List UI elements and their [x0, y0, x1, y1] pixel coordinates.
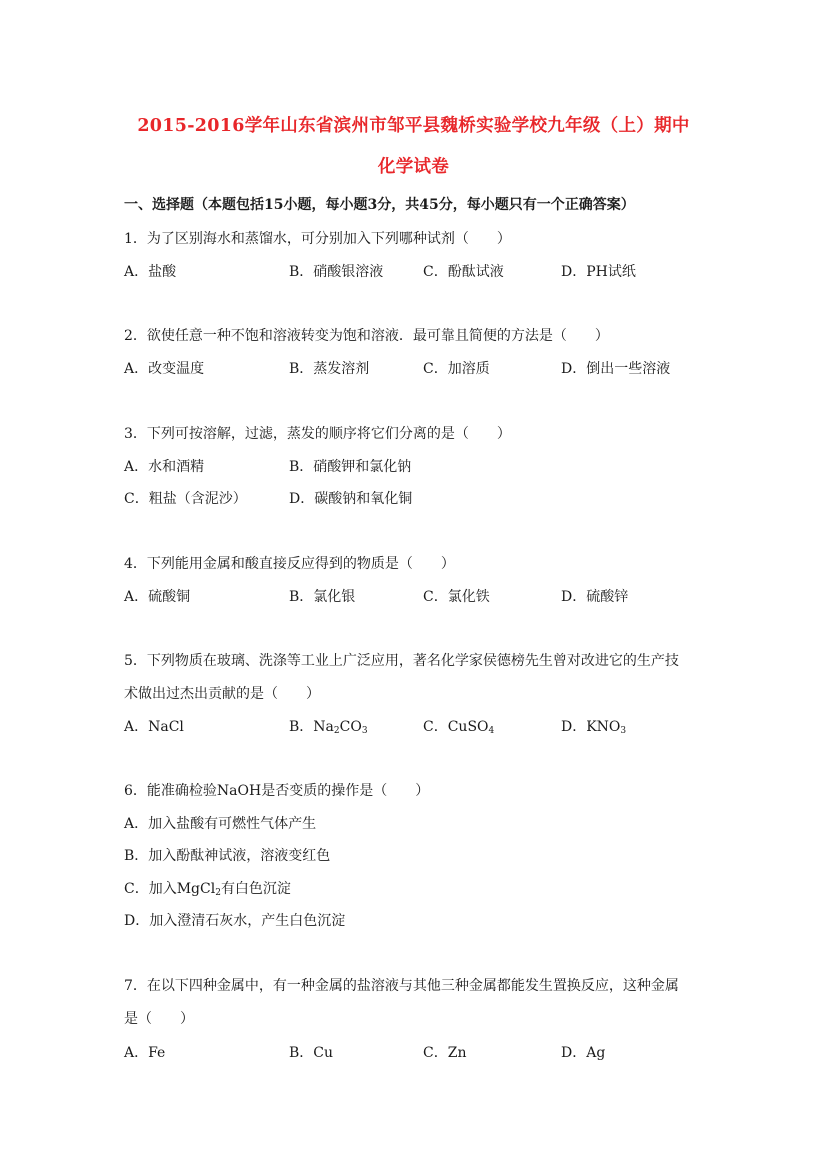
q6-option-d: D．加入澄清石灰水，产生白色沉淀 — [124, 913, 346, 929]
q1-option-a: A．盐酸 — [124, 264, 177, 280]
q7-option-b: B．Cu — [289, 1045, 334, 1061]
q2-option-d: D．倒出一些溶液 — [561, 361, 671, 377]
q1-option-b: B．硝酸银溶液 — [289, 264, 384, 280]
q4-option-b: B．氯化银 — [289, 589, 356, 605]
question-7-text-line-1: 7．在以下四种金属中，有一种金属的盐溶液与其他三种金属都能发生置换反应，这种金属 — [124, 978, 679, 994]
exam-title: 2015-2016学年山东省滨州市邹平县魏桥实验学校九年级（上）期中 — [137, 116, 690, 136]
q5-option-d: D．$KNO_3$ — [561, 719, 627, 736]
q5-option-a: A．NaCl — [124, 719, 184, 735]
q6-option-a: A．加入盐酸有可燃性气体产生 — [124, 816, 317, 832]
question-2-text: 2．欲使任意一种不饱和溶液转变为饱和溶液．最可靠且简便的方法是（ ） — [124, 328, 609, 344]
q5-option-b: B．$Na_2CO_3$ — [289, 719, 368, 736]
q7-option-d: D．Ag — [561, 1045, 606, 1061]
question-6-text: 6．能准确检验NaOH是否变质的操作是（ ） — [124, 783, 430, 799]
q2-option-b: B．蒸发溶剂 — [289, 361, 370, 377]
q3-option-b: B．硝酸钾和氯化钠 — [289, 459, 412, 475]
q6-option-b: B．加入酚酞神试液，溶液变红色 — [124, 848, 331, 864]
question-4-text: 4．下列能用金属和酸直接反应得到的物质是（ ） — [124, 556, 455, 572]
q2-option-c: C．加溶质 — [423, 361, 490, 377]
q3-option-c: C．粗盐（含泥沙） — [124, 491, 247, 507]
q7-option-a: A．Fe — [124, 1045, 166, 1061]
section-heading: 一、选择题（本题包括15小题，每小题3分，共45分，每小题只有一个正确答案） — [124, 197, 635, 213]
q6-option-c: C．加入MgCl$_2$有白色沉淀 — [124, 881, 291, 898]
q3-option-d: D．碳酸钠和氧化铜 — [289, 491, 413, 507]
question-3-text: 3．下列可按溶解，过滤，蒸发的顺序将它们分离的是（ ） — [124, 426, 511, 442]
q2-option-a: A．改变温度 — [124, 361, 205, 377]
question-5-text-line-2: 术做出过杰出贡献的是（ ） — [124, 686, 320, 702]
question-1-text: 1．为了区别海水和蒸馏水，可分别加入下列哪种试剂（ ） — [124, 231, 511, 247]
exam-subtitle: 化学试卷 — [377, 157, 450, 177]
q7-option-c: C．Zn — [423, 1045, 467, 1061]
question-5-text-line-1: 5．下列物质在玻璃、洗涤等工业上广泛应用，著名化学家侯德榜先生曾对改进它的生产技 — [124, 653, 679, 669]
q1-option-d: D．PH试纸 — [561, 264, 636, 280]
q4-option-c: C．氯化铁 — [423, 589, 490, 605]
question-7-text-line-2: 是（ ） — [124, 1011, 194, 1027]
q4-option-a: A．硫酸铜 — [124, 589, 191, 605]
q3-option-a: A．水和酒精 — [124, 459, 205, 475]
q5-option-c: C．CuSO$_4$ — [423, 719, 495, 736]
q4-option-d: D．硫酸锌 — [561, 589, 629, 605]
q1-option-c: C．酚酞试液 — [423, 264, 504, 280]
